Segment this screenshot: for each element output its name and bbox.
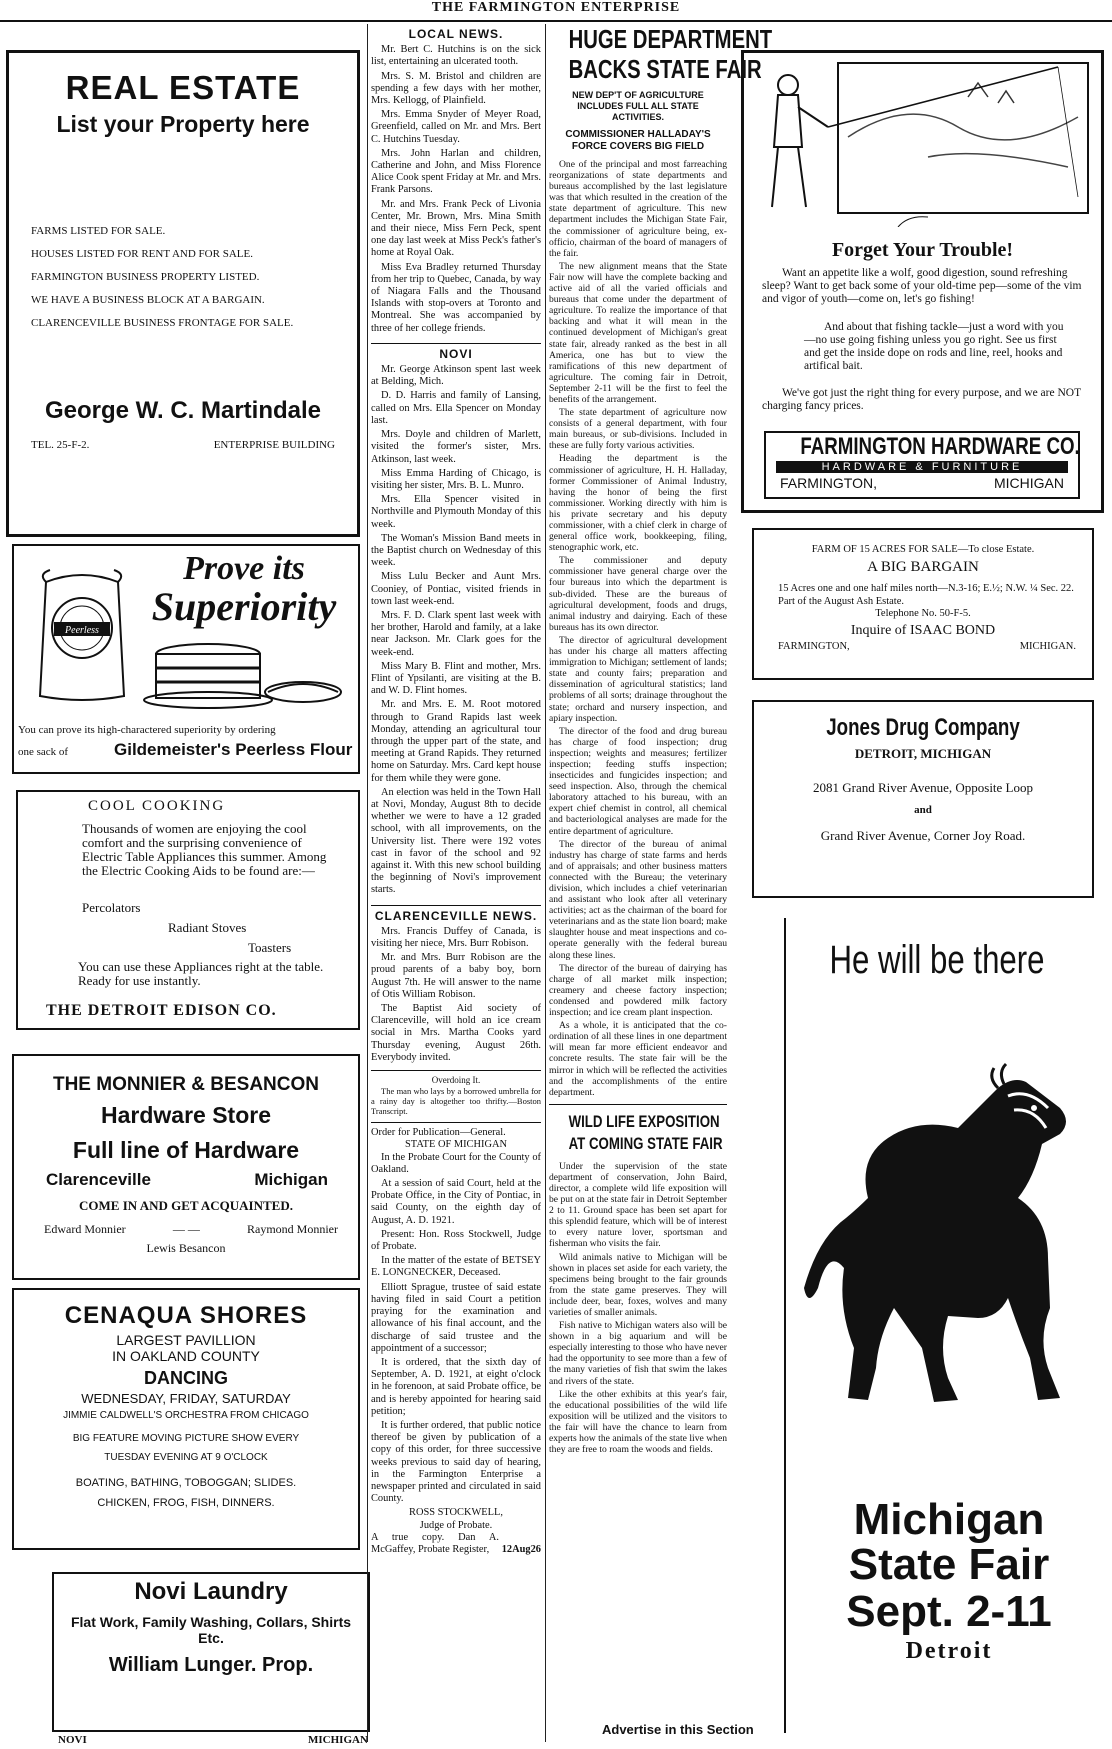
cenaqua-line-4: WEDNESDAY, FRIDAY, SATURDAY — [81, 1391, 291, 1406]
fishing-paragraph-2: And about that fishing tackle—just a word with you—no use going fishing unless you go right. See us first and get the inside dope on rods and line, reel, hooks and artifical bait. — [804, 321, 1064, 372]
state-fair-slogan: He will be there — [829, 938, 1045, 982]
cenaqua-line-9: CHICKEN, FROG, FISH, DINNERS. — [97, 1497, 275, 1509]
cenaqua-title: CENAQUA SHORES — [64, 1302, 308, 1329]
laundry-ad — [52, 1572, 370, 1732]
wildlife-paragraph: Like the other exhibits at this year's fair, the educational possibilities of the wild life exposition will be utilized and the visitors to the fair will have the chance to learn from experts how the animals of the state live when they are free to roam the woods and fields. — [549, 1388, 727, 1456]
cenaqua-line-6: BIG FEATURE MOVING PICTURE SHOW EVERY — [72, 1433, 300, 1444]
edison-title: COOL COOKING — [88, 798, 226, 814]
novi-item: Miss Mary B. Flint and mother, Mrs. Flint of Ypsilanti, are visiting at the B. and W. D. Flint homes. — [371, 660, 541, 697]
probate-item: In the Probate Court for the County of Oakland. — [371, 1151, 541, 1175]
flour-headline — [134, 550, 354, 629]
novi-item: Mrs. F. D. Clark spent last week with her brother, Harold and family, at a lake near Jackson. Mr. Clark goes for the week-end. — [371, 609, 541, 658]
probate-item: In the matter of the estate of BETSEY E. LONGNECKER, Deceased. — [371, 1255, 541, 1279]
edison-item-2: Radiant Stoves — [168, 920, 247, 935]
cenaqua-line-2: IN OAKLAND COUNTY — [112, 1348, 260, 1364]
fair-paragraph: The new alignment means that the State Fair now will have the complete backing and active aid of all the varied officials and bureaus that come under the department of agriculture. To realize the importance of that backing and what it will mean in the continued development of Michigan's great state fair, already ranked as the best in all America, one has but to view the ramifications of this new department of agriculture. The coming fair in Detroit, September 2-11 will be the first to feel the benefits of the arrangement. — [549, 260, 727, 405]
state-fair-line-4: Detroit — [905, 1638, 993, 1664]
real-estate-footer — [31, 439, 335, 451]
farm-sale-ad — [752, 528, 1094, 680]
local-news-item: Mrs. S. M. Bristol and children are spending a few days with her mother, Mrs. Kellogg, of Plainfield. — [371, 70, 541, 107]
monnier-title: THE MONNIER & BESANCON — [52, 1074, 319, 1095]
fair-paragraph: The director of agricultural development has under his charge all matters affecting immigration to Michigan; settlement of lands; state and county fairs; preparation and dissemination of agricultural statistics; land problems of all sorts; drainage throughout the state; orchard and nursery inspection, and apiary inspection. — [549, 634, 727, 724]
farm-line-5: Inquire of ISAAC BOND — [850, 623, 996, 638]
state-fair-ad — [784, 918, 1112, 1733]
probate-item: Elliott Sprague, trustee of said estate having filed in said Court a petition praying for the examination and allowance of his final account, and the discharge of said trustee and the appointment of a successor; — [371, 1281, 541, 1354]
real-estate-line: FARMS LISTED FOR SALE. — [31, 225, 166, 237]
flour-sack-icon — [32, 564, 132, 704]
edison-body: Thousands of women are enjoying the cool comfort and the surprising convenience of Electric Table Appliances this summer. Among the Electric Cooking Aids to be found are:— — [82, 821, 327, 878]
local-news-item: Mr. Bert C. Hutchins is on the sick list, entertaining an ulcerated tooth. — [371, 44, 541, 68]
fair-headline-2: BACKS STATE FAIR — [568, 54, 762, 84]
novi-item: Miss Emma Harding of Chicago, is visiting her sister, Mrs. B. L. Munro. — [371, 467, 541, 491]
real-estate-line: HOUSES LISTED FOR RENT AND FOR SALE. — [31, 248, 253, 260]
flour-brand: Gildemeister's Peerless Flour — [114, 740, 353, 759]
monnier-person-2: Raymond Monnier — [247, 1222, 338, 1236]
fishing-state: MICHIGAN — [994, 475, 1064, 491]
monnier-invite: COME IN AND GET ACQUAINTED. — [79, 1198, 293, 1213]
monnier-person-1: Edward Monnier — [44, 1222, 126, 1236]
state-fair-line-1: Michigan — [853, 1495, 1045, 1544]
fair-headline-1: HUGE DEPARTMENT — [568, 24, 773, 54]
fair-headline — [549, 24, 773, 84]
monnier-line: Full line of Hardware — [72, 1137, 300, 1163]
monnier-ad — [12, 1054, 360, 1280]
wildlife-headline — [549, 1104, 727, 1155]
monnier-location — [46, 1170, 328, 1190]
edison-item-1: Percolators — [82, 900, 141, 915]
fishing-company-box — [764, 431, 1080, 499]
monnier-state: Michigan — [254, 1170, 328, 1189]
farm-line-2: A BIG BARGAIN — [867, 559, 979, 575]
laundry-title: Novi Laundry — [134, 1578, 288, 1605]
fishing-paragraph-1: Want an appetite like a wolf, good digestion, sound refreshing sleep? Want to get back some of your old-time pep—some of the vim and vigor of youth—come on, let's go fishing! — [762, 267, 1082, 305]
fair-paragraph: The state department of agriculture now consists of a general department, with four main bureaus, or sub-divisions. Included in these are fully forty various activities. — [549, 407, 727, 452]
cake-icon — [138, 634, 348, 714]
column-rule — [367, 24, 368, 1742]
horse-illustration-icon — [798, 1048, 1088, 1448]
farm-line-4: Telephone No. 50-F-5. — [875, 608, 971, 619]
monnier-dash: — — — [172, 1222, 200, 1236]
monnier-people — [44, 1222, 338, 1237]
flour-text-2: one sack of — [18, 746, 69, 758]
probate-item: It is ordered, that the sixth day of September, A. D. 1921, at eight o'clock in he forenoon, at said Probate office, be and is hereby appointed for hearing said petition; — [371, 1356, 541, 1417]
cenaqua-line-7: TUESDAY EVENING AT 9 O'CLOCK — [104, 1452, 268, 1463]
cenaqua-line-5: JIMMIE CALDWELL'S ORCHESTRA FROM CHICAGO — [63, 1410, 309, 1421]
real-estate-line: WE HAVE A BUSINESS BLOCK AT A BARGAIN. — [31, 294, 265, 306]
fishing-ad — [741, 50, 1104, 513]
monnier-person-3: Lewis Besancon — [146, 1241, 226, 1255]
overdoing-text: The man who lays by a borrowed umbrella for a rainy day is altogether too thrifty.—Boston Transcript. — [371, 1086, 541, 1117]
probate-state: STATE OF MICHIGAN — [405, 1139, 507, 1151]
real-estate-building: ENTERPRISE BUILDING — [213, 439, 335, 451]
real-estate-line: CLARENCEVILLE BUSINESS FRONTAGE FOR SALE. — [31, 317, 294, 329]
fair-paragraph: Heading the department is the commissioner of agriculture, H. H. Halladay, former Commissioner of Animal Industry, having the honor of being the first commissioner. Working directly with him is his private secretary and his deputy commissioner, with a chief clerk in charge of general office work, bookkeeping, filing, stenographic work, etc. — [549, 453, 727, 554]
edison-company: THE DETROIT EDISON CO. — [46, 1002, 277, 1019]
flour-sack-brand: Peerless — [65, 625, 99, 636]
probate-heading: Order for Publication—General. — [371, 1122, 541, 1139]
flour-headline-1: Prove its — [183, 550, 305, 587]
probate-signature: ROSS STOCKWELL, — [409, 1507, 503, 1519]
real-estate-ad — [6, 50, 360, 537]
laundry-town: NOVI — [58, 1734, 87, 1746]
fisherman-illustration-icon — [748, 57, 1098, 227]
drug-company-ad — [752, 700, 1094, 898]
novi-item: Mr. George Atkinson spent last week at Belding, Mich. — [371, 364, 541, 388]
novi-item: Mrs. Ella Spencer visited in Northville and Plymouth Monday of this week. — [371, 494, 541, 530]
local-news-heading: LOCAL NEWS. — [408, 27, 504, 41]
wildlife-headline-1: WILD LIFE EXPOSITION — [568, 1111, 720, 1131]
monnier-store: Hardware Store — [100, 1102, 271, 1128]
fair-paragraph: As a whole, it is anticipated that the co-ordination of all these lines in one department will mean far more efficient endeavor and concrete results. The state fair will be the mirror in which will be reflected the activities and the accomplishments of the entire department. — [549, 1020, 727, 1098]
novi-item: An election was held in the Town Hall at Novi, Monday, August 8th to decide whether we were to have a 12 graded school, with all improvements, on the University list. There were 192 votes cast in favor of the school and 92 against it. With this new school building the beginning of Novi's improvement starts. — [371, 786, 541, 896]
drug-address-2: Grand River Avenue, Corner Joy Road. — [820, 828, 1026, 843]
column-rule — [545, 24, 546, 1742]
cenaqua-ad — [12, 1288, 360, 1550]
fishing-paragraph-3: We've got just the right thing for every purpose, and we are NOT charging fancy prices. — [762, 387, 1081, 412]
fair-paragraph: The director of the food and drug bureau has charge of food inspection; drug inspection; weights and measures; fertilizer inspection; feeding stuffs inspection; insecticides and fungicides inspection; and seed inspection. Also, through the chemical laboratory attached to his bureau, with an expert chief chemist in control, all chemical and bacteriological analyses are made for the entire department of agriculture. — [549, 725, 727, 837]
fishing-company: FARMINGTON HARDWARE CO. — [800, 433, 1080, 460]
masthead: THE FARMINGTON ENTERPRISE — [431, 0, 681, 15]
novi-item: Mrs. Doyle and children of Marlett, visited the former's sister, Mrs. Atkinson, last week. — [371, 429, 541, 465]
real-estate-title: REAL ESTATE — [65, 69, 301, 106]
cenaqua-line-1: LARGEST PAVILLION — [116, 1332, 256, 1348]
real-estate-tel: TEL. 25-F-2. — [31, 439, 90, 451]
probate-copy — [371, 1532, 541, 1556]
novi-heading: NOVI — [371, 343, 541, 360]
state-fair-text — [786, 1495, 1112, 1666]
wildlife-paragraph: Fish native to Michigan waters also will be shown in a big aquarium and will be especially interesting to those who have never had the opportunity to see more than a few of the many varieties of fish that swim the lakes and rivers of the state. — [549, 1320, 727, 1387]
local-news-item: Mrs. Emma Snyder of Meyer Road, Greenfield, called on Mr. and Mrs. Bert C. Hutchins Tuesday. — [371, 109, 541, 145]
farm-location — [778, 641, 1076, 652]
wildlife-headline-2: AT COMING STATE FAIR — [568, 1133, 723, 1153]
probate-item: At a session of said Court, held at the Probate Office, in the City of Pontiac, in said County, on the eighth day of August, A. D. 1921. — [371, 1178, 541, 1226]
local-news-item: Miss Eva Bradley returned Thursday from her trip to Quebec, Canada, by way of Niagara Falls and the Thousand Islands with stop-overs at Toronto and Montreal. She was accompanied by three of her college friends. — [371, 261, 541, 334]
edison-ad — [16, 790, 360, 1030]
flour-text-row — [18, 740, 358, 760]
wildlife-paragraph: Under the supervision of the state department of conservation, John Baird, director, a complete wild life exposition will be put on at the state fair in Detroit September 2 to 11. Ground space has been set apart for this splendid feature, which will be of interest to every nature lover, sportsman and fisherman who visits the fair. — [549, 1160, 727, 1250]
drug-address-1: 2081 Grand River Avenue, Opposite Loop — [813, 780, 1033, 795]
farm-line-3: 15 Acres one and one half miles north—N.3-16; E.½; N.W. ¼ Sec. 22. Part of the August Ash Estate. — [778, 583, 1074, 607]
real-estate-subtitle: List your Property here — [56, 111, 310, 137]
fair-deck-2: COMMISSIONER HALLADAY'S FORCE COVERS BIG FIELD — [565, 129, 711, 152]
laundry-state: MICHIGAN — [308, 1734, 368, 1746]
cenaqua-line-8: BOATING, BATHING, TOBOGGAN; SLIDES. — [75, 1477, 297, 1489]
real-estate-line: FARMINGTON BUSINESS PROPERTY LISTED. — [31, 271, 260, 283]
state-fair-line-3: Sept. 2-11 — [846, 1587, 1052, 1636]
laundry-line-2: Etc. — [198, 1630, 224, 1646]
laundry-prop: William Lunger. Prop. — [108, 1654, 314, 1676]
fishing-location — [780, 475, 1064, 491]
farm-town: FARMINGTON, — [778, 641, 850, 652]
probate-item: Present: Hon. Ross Stockwell, Judge of Probate. — [371, 1228, 541, 1253]
monnier-town: Clarenceville — [46, 1170, 151, 1189]
real-estate-lines — [31, 220, 357, 335]
fair-paragraph: The director of the bureau of animal industry has charge of state farms and herds and of appraisals; and other business matters connected with the Bureau; the veterinary division, which includes a chief veterinarian and assistant who look after all veterinary activities; act as the chairman of the board for veterinarians and as the state lion board; make slaughter house and meat inspections and co-operate generally with the federal bureau along these lines. — [549, 838, 727, 961]
flour-text — [18, 724, 358, 760]
edison-footer: You can use these Appliances right at the table. Ready for use instantly. — [78, 959, 324, 988]
farm-state: MICHIGAN. — [1019, 641, 1076, 652]
news-column-3 — [549, 24, 773, 1457]
news-column-2 — [371, 24, 541, 1556]
masthead-rule — [0, 20, 1112, 22]
advertise-banner: Advertise in this Section — [602, 1722, 754, 1737]
overdoing-heading: Overdoing It. — [371, 1070, 541, 1086]
cenaqua-line-3: DANCING — [144, 1368, 228, 1388]
drug-and: and — [914, 804, 932, 816]
fishing-town: FARMINGTON, — [780, 475, 877, 491]
clarenceville-item: Mr. and Mrs. Burr Robison are the proud parents of a baby boy, born August 7th. He will answer to the name of Otis William Robison. — [371, 952, 541, 1000]
probate-signature-title: Judge of Probate. — [419, 1519, 493, 1531]
edison-item-3: Toasters — [248, 940, 292, 955]
novi-item: D. D. Harris and family of Lansing, called on Mrs. Ella Spencer on Monday last. — [371, 390, 541, 426]
real-estate-name: George W. C. Martindale — [44, 397, 322, 424]
state-fair-line-2: State Fair — [848, 1540, 1050, 1589]
fishing-sub: HARDWARE & FURNITURE — [776, 461, 1068, 473]
fair-deck-1: NEW DEP'T OF AGRICULTURE INCLUDES FULL ALL STATE ACTIVITIES. — [572, 90, 704, 122]
clarenceville-item: The Baptist Aid society of Clarenceville, will hold an ice cream social in Mrs. Martha Cooks yard Thursday evening, August 26th. Everybody invited. — [371, 1003, 541, 1063]
flour-ad — [12, 544, 360, 774]
local-news-item: Mrs. John Harlan and children, Catherine and John, and Miss Florence Alice Cook spent Friday at Mr. and Mrs. Frank Parsons. — [371, 147, 541, 196]
fair-paragraph: The director of the bureau of dairying has charge of all market milk inspection; creamery and cheese factory inspection; condensed and powdered milk factory inspection; and ice cream plant inspection. — [549, 962, 727, 1019]
wildlife-paragraph: Wild animals native to Michigan will be shown in places set aside for each variety, the specimens being brought to the fair grounds from the state game preserves. They will include deer, bear, foxes, wolves and many varieties of smaller animals. — [549, 1251, 727, 1318]
local-news-item: Mr. and Mrs. Frank Peck of Livonia Center, Mr. Brown, Mrs. Mina Smith and their niece, Miss Fern Peck, spent one day last week at Miss Peck's father's home at Royal Oak. — [371, 198, 541, 259]
novi-item: Miss Lulu Becker and Aunt Mrs. Cooniey, of Pontiac, visited friends in town last week-end. — [371, 571, 541, 607]
fair-paragraph: One of the principal and most farreaching reorganizations of state departments and bureaus accomplished by the last legislature was that which resulted in the creation of the state department of agriculture. This new department includes the Michigan State Fair, the commissioner of agriculture being, ex-officio, chairman of the board of managers of the fair. — [549, 159, 727, 259]
drug-title: Jones Drug Company — [826, 714, 1020, 741]
drug-city: DETROIT, MICHIGAN — [854, 746, 992, 761]
flour-text-1: You can prove its high-charactered superiority by ordering — [18, 724, 276, 736]
novi-item: Mr. and Mrs. E. M. Root motored through to Grand Rapids last week Monday, attending an agricultural tour through the upper part of the state, and meeting at Grand Rapids. They returned home on Saturday. Mrs. Card kept house for them while they were gone. — [371, 699, 541, 784]
fair-paragraph: The commissioner and deputy commissioner have general charge over the four bureaus into which the department is sub-divided. These are the bureaus of agricultural development, foods and drugs, animal industry and dairying. Each of these bureaus has its own director. — [549, 555, 727, 633]
probate-code: 12Aug26 — [501, 1543, 541, 1555]
probate-copy-text: A true copy. Dan A. McGaffey, Probate Register, — [371, 1531, 499, 1555]
laundry-line-1: Flat Work, Family Washing, Collars, Shirts — [70, 1614, 352, 1630]
farm-line-1: FARM OF 15 ACRES FOR SALE—To close Estate. — [811, 544, 1035, 555]
flour-headline-2: Superiority — [151, 584, 337, 629]
clarenceville-heading: CLARENCEVILLE NEWS. — [371, 905, 541, 922]
clarenceville-item: Mrs. Francis Duffey of Canada, is visiting her niece, Mrs. Burr Robison. — [371, 925, 541, 950]
novi-item: The Woman's Mission Band meets in the Baptist church on Wednesday of this week. — [371, 532, 541, 569]
probate-item: It is further ordered, that public notice thereof be given by publication of a copy of this order, for three successive weeks previous to said day of hearing, in the Farmington Enterprise a newspaper printed and circulated in said County. — [371, 1419, 541, 1505]
fishing-title: Forget Your Trouble! — [831, 239, 1014, 261]
